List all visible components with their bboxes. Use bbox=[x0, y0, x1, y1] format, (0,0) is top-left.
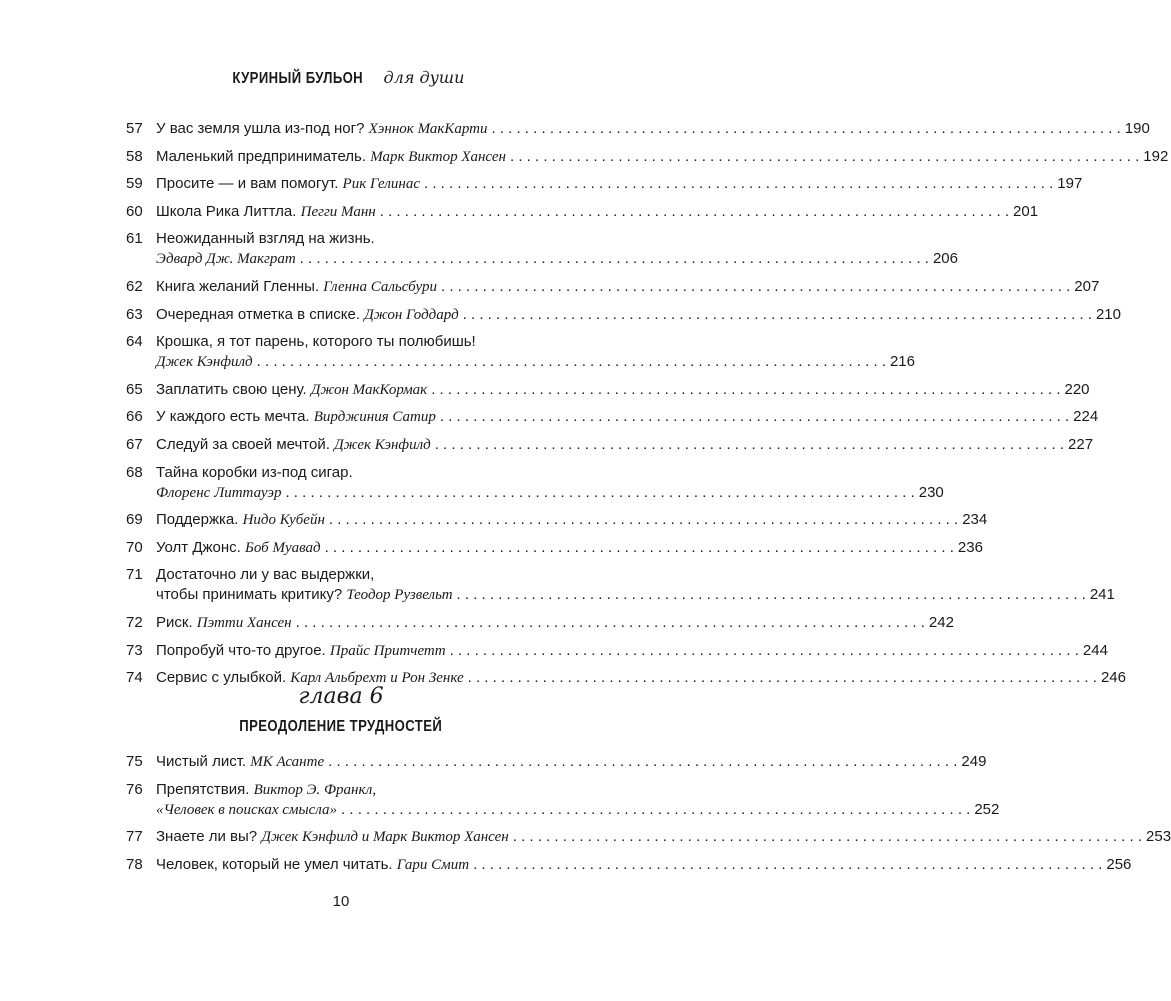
entry-author: Нидо Кубейн bbox=[242, 512, 325, 529]
entry-author: Гленна Сальсбури bbox=[323, 278, 437, 295]
entry-author: Джон МакКормак bbox=[310, 381, 428, 398]
entry-line bbox=[156, 435, 1094, 455]
entry-number: 58 bbox=[126, 147, 143, 165]
dot-leader bbox=[341, 800, 970, 820]
entry-title: Следуй за своей мечтой. bbox=[156, 435, 330, 453]
entry-number: 62 bbox=[126, 277, 143, 295]
toc-entry bbox=[126, 277, 1100, 297]
entry-author: Джон Годдард bbox=[364, 306, 459, 323]
entry-title: Школа Рика Литтла. bbox=[156, 202, 297, 220]
entry-page: 201 bbox=[1013, 202, 1039, 220]
entry-line bbox=[156, 332, 594, 352]
entry-title: Маленький предприниматель. bbox=[156, 147, 367, 165]
entry-line bbox=[156, 565, 594, 585]
entry-number: 71 bbox=[126, 566, 143, 584]
entry-title: Человек, который не умел читать. bbox=[156, 855, 393, 873]
entry-line bbox=[156, 463, 594, 483]
toc-entry bbox=[126, 463, 944, 503]
toc-entry bbox=[126, 119, 1150, 139]
entry-author: Виктор Э. Франкл, bbox=[253, 781, 377, 798]
entry-line bbox=[156, 407, 1099, 427]
entry-author: Рик Гелинас bbox=[342, 176, 420, 193]
entry-title: Просите — и вам помогут. bbox=[156, 175, 339, 193]
entry-line bbox=[156, 352, 915, 372]
toc-entry bbox=[126, 565, 1115, 605]
dot-leader bbox=[424, 174, 1053, 194]
entry-line bbox=[156, 752, 987, 772]
entry-line bbox=[156, 229, 594, 249]
entry-author: Флоренс Литтауэр bbox=[156, 484, 282, 501]
dot-leader bbox=[285, 483, 914, 503]
entry-number: 60 bbox=[126, 202, 143, 220]
entry-page: 256 bbox=[1106, 855, 1132, 873]
entry-author: Эдвард Дж. Макграт bbox=[156, 251, 296, 268]
entry-line bbox=[156, 800, 1000, 820]
dot-leader bbox=[463, 305, 1092, 325]
entry-page: 220 bbox=[1064, 380, 1090, 398]
entry-number: 76 bbox=[126, 780, 143, 798]
entry-author: Карл Альбрехт и Рон Зенке bbox=[290, 670, 464, 687]
entry-title: Знаете ли вы? bbox=[156, 828, 258, 846]
entry-author: Теодор Рузвельт bbox=[346, 587, 453, 604]
entry-page: 192 bbox=[1143, 147, 1169, 165]
dot-leader bbox=[450, 641, 1079, 661]
entry-line bbox=[156, 249, 958, 269]
entry-page: 230 bbox=[918, 483, 944, 501]
entry-author: Джек Кэнфилд и Марк Виктор Хансен bbox=[261, 829, 509, 846]
toc-entry bbox=[126, 827, 1171, 847]
entry-line bbox=[156, 780, 594, 800]
toc-entry bbox=[126, 202, 1039, 222]
entry-number: 59 bbox=[126, 175, 143, 193]
dot-leader bbox=[440, 407, 1069, 427]
toc-entry bbox=[126, 855, 1132, 875]
entry-page: 249 bbox=[961, 753, 987, 770]
entry-title: Риск. bbox=[156, 613, 193, 631]
entry-title: Неожиданный взгляд на жизнь. bbox=[156, 230, 375, 248]
entry-line bbox=[156, 641, 1108, 661]
dot-leader bbox=[296, 613, 925, 633]
entry-page: 242 bbox=[928, 613, 954, 631]
entry-page: 216 bbox=[889, 353, 915, 371]
header-script: для души bbox=[383, 68, 465, 87]
entry-author: МК Асанте bbox=[250, 754, 325, 770]
entry-author: «Человек в поисках смысла» bbox=[156, 801, 338, 818]
entry-title: Тайна коробки из-под сигар. bbox=[156, 463, 353, 481]
entry-author: Джек Кэнфилд bbox=[156, 354, 253, 371]
entry-line bbox=[156, 119, 1150, 139]
entry-line bbox=[156, 538, 983, 558]
entry-title: У вас земля ушла из-под ног? bbox=[156, 120, 365, 137]
entry-number: 63 bbox=[126, 305, 143, 323]
dot-leader bbox=[329, 510, 958, 530]
entry-author: Пэтти Хансен bbox=[196, 614, 292, 631]
entry-title: Препятствия. bbox=[156, 780, 250, 798]
entry-line bbox=[156, 855, 1132, 875]
toc-section-2 bbox=[126, 752, 1171, 882]
entry-page: 206 bbox=[932, 250, 958, 268]
entry-title: Заплатить свою цену. bbox=[156, 380, 307, 398]
chapter-title bbox=[0, 718, 682, 736]
dot-leader bbox=[473, 855, 1102, 875]
entry-title: Попробуй что-то другое. bbox=[156, 641, 326, 659]
toc-entry bbox=[126, 229, 958, 269]
entry-author: Вирджиния Сатир bbox=[313, 409, 436, 426]
entry-number: 67 bbox=[126, 435, 143, 453]
entry-line bbox=[156, 613, 954, 633]
entry-number: 57 bbox=[126, 120, 143, 137]
entry-line bbox=[156, 277, 1100, 297]
entry-title: чтобы принимать критику? bbox=[156, 586, 343, 604]
toc-entry bbox=[126, 407, 1099, 427]
entry-page: 252 bbox=[974, 800, 1000, 818]
toc-entry bbox=[126, 538, 983, 558]
entry-number: 74 bbox=[126, 669, 143, 687]
entry-author: Хэннок МакКарти bbox=[368, 121, 488, 137]
toc-entry bbox=[126, 435, 1094, 455]
entry-page: 241 bbox=[1089, 586, 1115, 604]
toc-entry bbox=[126, 510, 988, 530]
dot-leader bbox=[435, 435, 1064, 455]
entry-title: Достаточно ли у вас выдержки, bbox=[156, 566, 375, 584]
entry-number: 68 bbox=[126, 463, 143, 481]
entry-number: 64 bbox=[126, 333, 143, 351]
entry-author: Джек Кэнфилд bbox=[334, 436, 431, 453]
entry-title: Крошка, я тот парень, которого ты полюбишь! bbox=[156, 333, 476, 351]
entry-page: 224 bbox=[1073, 408, 1099, 426]
entry-page: 227 bbox=[1068, 435, 1094, 453]
page-number: 10 bbox=[332, 893, 350, 910]
toc-entry bbox=[126, 641, 1108, 661]
entry-page: 244 bbox=[1082, 641, 1108, 659]
entry-number: 69 bbox=[126, 511, 143, 529]
dot-leader bbox=[491, 119, 1120, 139]
toc-section-1 bbox=[126, 119, 1169, 696]
entry-number: 78 bbox=[126, 855, 143, 873]
entry-title: Очередная отметка в списке. bbox=[156, 305, 361, 323]
entry-line bbox=[156, 147, 1169, 167]
toc-entry bbox=[126, 332, 915, 372]
entry-line bbox=[156, 380, 1090, 400]
chapter-title-text: ПРЕОДОЛЕНИЕ ТРУДНОСТЕЙ bbox=[239, 718, 443, 735]
entry-number: 77 bbox=[126, 828, 143, 846]
entry-author: Марк Виктор Хансен bbox=[370, 148, 506, 165]
entry-number: 73 bbox=[126, 641, 143, 659]
toc-entry bbox=[126, 613, 954, 633]
entry-title: У каждого есть мечта. bbox=[156, 408, 310, 426]
entry-number: 75 bbox=[126, 753, 143, 770]
entry-line bbox=[156, 202, 1039, 222]
entry-page: 190 bbox=[1124, 120, 1150, 137]
dot-leader bbox=[300, 249, 929, 269]
entry-title: Чистый лист. bbox=[156, 753, 247, 770]
entry-number: 66 bbox=[126, 408, 143, 426]
running-header bbox=[0, 68, 682, 88]
dot-leader bbox=[257, 352, 886, 372]
entry-page: 234 bbox=[962, 511, 988, 529]
entry-line bbox=[156, 174, 1083, 194]
entry-page: 197 bbox=[1057, 175, 1083, 193]
dot-leader bbox=[457, 585, 1086, 605]
dot-leader bbox=[441, 277, 1070, 297]
chapter-label: глава 6 bbox=[298, 684, 384, 709]
entry-author: Прайс Притчетт bbox=[329, 642, 446, 659]
toc-entry bbox=[126, 380, 1090, 400]
toc-entry bbox=[126, 305, 1121, 325]
entry-title: Сервис с улыбкой. bbox=[156, 669, 287, 687]
entry-page: 210 bbox=[1095, 305, 1121, 323]
dot-leader bbox=[513, 827, 1142, 847]
entry-number: 65 bbox=[126, 380, 143, 398]
toc-entry bbox=[126, 147, 1169, 167]
dot-leader bbox=[510, 147, 1139, 167]
entry-page: 246 bbox=[1100, 669, 1126, 687]
entry-title: Поддержка. bbox=[156, 511, 239, 529]
dot-leader bbox=[431, 380, 1060, 400]
entry-title: Уолт Джонс. bbox=[156, 538, 241, 556]
entry-line bbox=[156, 483, 944, 503]
toc-entry bbox=[126, 780, 1000, 820]
entry-line bbox=[156, 510, 988, 530]
toc-entry bbox=[126, 752, 987, 772]
dot-leader bbox=[325, 538, 954, 558]
entry-page: 253 bbox=[1146, 828, 1171, 846]
entry-line bbox=[156, 305, 1121, 325]
entry-number: 72 bbox=[126, 613, 143, 631]
entry-title: Книга желаний Гленны. bbox=[156, 277, 320, 295]
header-title: КУРИНЫЙ БУЛЬОН bbox=[231, 70, 363, 87]
dot-leader bbox=[380, 202, 1009, 222]
entry-page: 207 bbox=[1074, 277, 1100, 295]
entry-author: Пегги Манн bbox=[300, 203, 376, 220]
entry-line bbox=[156, 827, 1171, 847]
entry-author: Гари Смит bbox=[396, 856, 470, 873]
entry-page: 236 bbox=[957, 538, 983, 556]
toc-entry bbox=[126, 174, 1083, 194]
dot-leader bbox=[328, 752, 957, 772]
entry-number: 70 bbox=[126, 538, 143, 556]
entry-author: Боб Муавад bbox=[245, 539, 321, 556]
entry-line bbox=[156, 585, 1115, 605]
entry-number: 61 bbox=[126, 230, 143, 248]
